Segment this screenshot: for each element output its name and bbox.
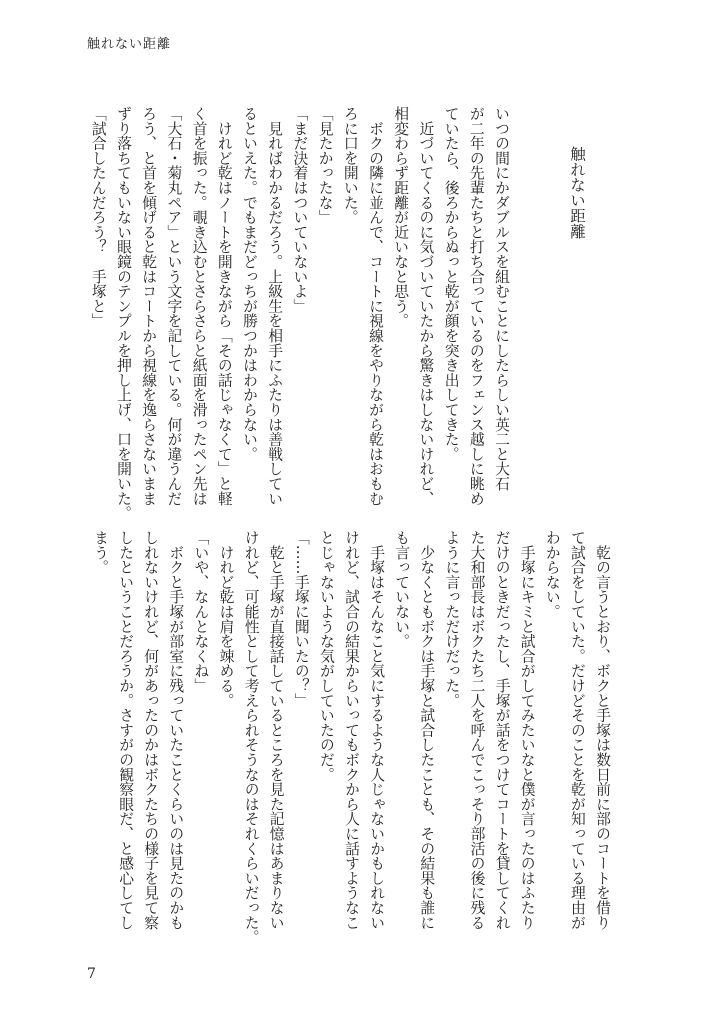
text-line: 乾と手塚が直接話しているところを見た記憶はあまりない [267, 530, 285, 930]
text-line: も言っていない。 [393, 530, 411, 649]
text-line: だけのときだったし、手塚が話をつけてコートを貸してくれ [493, 530, 511, 930]
text-line: けれど、可能性として考えられそうなのはそれくらいだった。 [242, 530, 260, 945]
text-line: 「試合したんだろう？ 手塚と」 [89, 106, 107, 328]
text-line: ボクの隣に並んで、コートに視線をやりながら乾はおもむ [367, 106, 384, 506]
text-line: 手塚にキミと試合がしてみたいなと僕が言ったのはふたり [518, 530, 536, 930]
text-line: 「いや、なんとなくね」 [192, 530, 210, 693]
text-line: ボクと手塚が部室に残っていたことくらいのは見たのかも [167, 530, 185, 930]
text-line: 手塚はそんなこと気にするような人じゃないかもしれない [368, 530, 386, 930]
text-line: 「見たかったな」 [316, 106, 334, 225]
text-line: ろに口を開いた。 [341, 106, 359, 225]
text-line: 見ればわかるだろう。上級生を相手にふたりは善戦してい [266, 106, 284, 506]
text-line: とじゃないような気がしていたのだ。 [317, 530, 335, 782]
text-line: 近づいてくるのに気づいていたから驚きはしないけれど、 [417, 106, 435, 506]
page-number: 7 [87, 966, 96, 982]
text-line: ように言っただけだった。 [443, 530, 461, 708]
text-line: 「大石・菊丸ペア」という文字を記している。何が違うんだ [165, 106, 183, 506]
text-line: 「まだ決着はついていないよ」 [291, 106, 309, 314]
text-line: けれど乾はノートを開きながら「その話じゃなくて」と軽 [215, 106, 233, 506]
text-line: て試合をしていた。だけどそのことを乾が知っている理由が [568, 530, 586, 930]
running-head: 触れない距離 [87, 37, 172, 52]
text-line: るといえた。でもまだどっちが勝つかはわからない。 [241, 106, 258, 462]
text-line: けれど、試合の結果からいってもボクから人に話すようなこ [343, 530, 360, 930]
text-line: ずり落ちてもいない眼鏡のテンプルを押し上げ、口を開いた。 [115, 106, 132, 521]
text-line: ろう、と首を傾げると乾はコートから視線を逸らさないまま [140, 106, 158, 506]
text-line: しれないけれど、何があったのかはボクたちの様子を見て察 [142, 530, 160, 930]
text-line: したということだろうか。さすがの観察眼だ、と感心してし [117, 530, 135, 930]
text-line: た大和部長はボクたち二人を呼んでこっそり部活の後に残る [468, 530, 486, 930]
text-line: いつの間にかダブルスを組むことにしたらしい英二と大石 [493, 106, 510, 491]
text-line: ていたら、後ろからぬっと乾が顔を突き出してきた。 [442, 106, 460, 462]
text-line: わからない。 [543, 530, 561, 619]
text-line: 「……手塚に聞いたの？」 [292, 530, 310, 708]
text-line: が二年の先輩たちと打ち合っているのをフェンス越しに眺め [467, 106, 485, 506]
text-line: 乾の言うとおり、ボクと手塚は数日前に部のコートを借り [594, 530, 611, 930]
text-line: 少なくともボクは手塚と試合したことも、その結果も誰に [418, 530, 436, 930]
text-line: まう。 [92, 530, 109, 575]
text-line: く首を振った。覗き込むとさらさらと紙面を滑ったペン先は [190, 106, 208, 506]
text-line: 相変わらず距離が近いなと思う。 [392, 106, 410, 328]
story-title: 触れない距離 [568, 146, 586, 239]
text-line: けれど乾は肩を竦める。 [217, 530, 235, 708]
